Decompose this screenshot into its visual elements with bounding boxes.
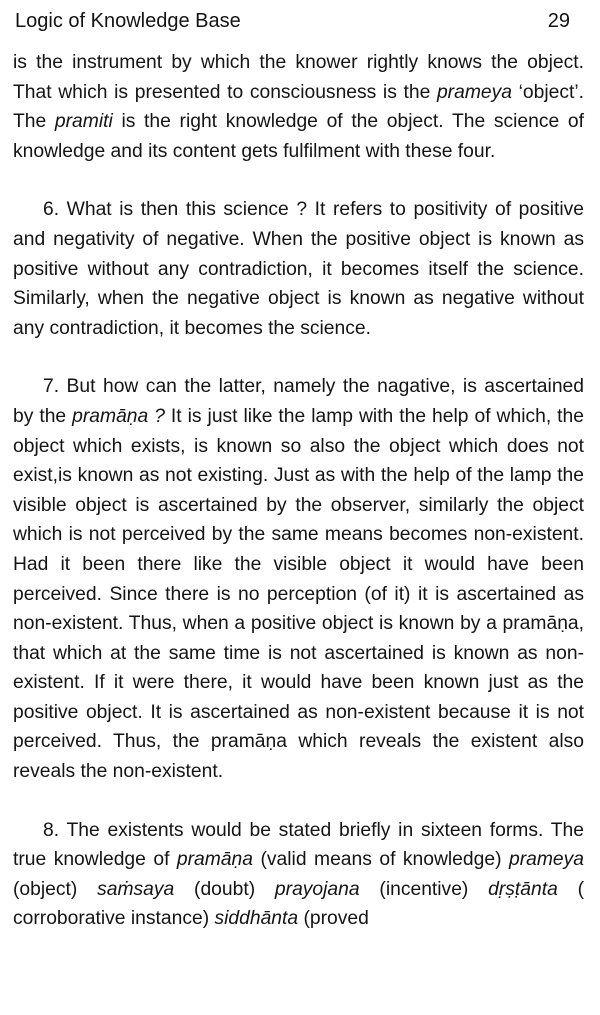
- text-run-italic: pramāṇa ?: [72, 405, 165, 427]
- text-run: ( corroborative instance): [13, 878, 585, 930]
- running-head: [13, 0, 584, 48]
- text-run: It is just like the lamp with the help of which, the object which exists, is known so also the object which does not exist,is known as not existing. Just as with the help of the lamp the visible object is ascertained by the observer, similarly the object which is not perceived by the same means becomes non-existent. Had it been there like the visible object it would have been perceived. Since there is no perception (of it) it is ascertained as non-existent. Thus, when a positive object is known by a pramāṇa, that which at the same time is not ascertained is known as non-existent. If it were there, it would have been known just as the positive object. It is ascertained as non-existent because it is not perceived. Thus, the pramāṇa which reveals the existent also reveals the non-existent.: [13, 405, 584, 783]
- text-run: (doubt): [174, 878, 275, 900]
- text-run-italic: prayojana: [274, 878, 360, 900]
- text-run: (incentive): [359, 878, 489, 900]
- text-run: (object): [13, 878, 98, 900]
- text-run: (proved: [298, 908, 369, 930]
- body-text: [13, 48, 584, 934]
- text-run-italic: prameya: [508, 849, 584, 871]
- text-run: ‘object’. The: [13, 81, 584, 133]
- running-title: Logic of Knowledge Base: [15, 10, 241, 32]
- text-run-italic: dṛṣṭānta: [488, 878, 558, 900]
- text-run-italic: siddhānta: [214, 908, 299, 930]
- paragraph-8: [13, 816, 584, 934]
- text-run: is the instrument by which the knower rightly knows the object. That which is presented to consciousness is the: [13, 52, 584, 103]
- text-run-italic: prameya: [436, 81, 512, 103]
- text-run: 7. But how can the latter, namely the nagative, is ascertained by the: [13, 376, 584, 427]
- text-run-italic: pramiti: [54, 111, 113, 133]
- text-run: 6. What is then this science ? It refers to positivity of positive and negativity of negative. When the positive object is known as positive without any contradiction, it becomes itself the science. Similarly, when the negative object is known as negative without any contradiction, it becomes the science.: [13, 199, 584, 339]
- paragraph-6: [13, 195, 584, 343]
- text-run-italic: pramāṇa: [176, 849, 253, 871]
- text-run: (valid means of knowledge): [253, 849, 509, 871]
- text-run: is the right knowledge of the object. The science of knowledge and its content gets fulfilment with these four.: [13, 111, 584, 162]
- text-run-italic: saṁsaya: [97, 878, 175, 900]
- paragraph-continued: [13, 48, 584, 166]
- paragraph-7: [13, 372, 584, 786]
- page-number: 29: [547, 10, 570, 32]
- text-run: 8. The existents would be stated briefly in sixteen forms. The true knowledge of: [13, 819, 584, 871]
